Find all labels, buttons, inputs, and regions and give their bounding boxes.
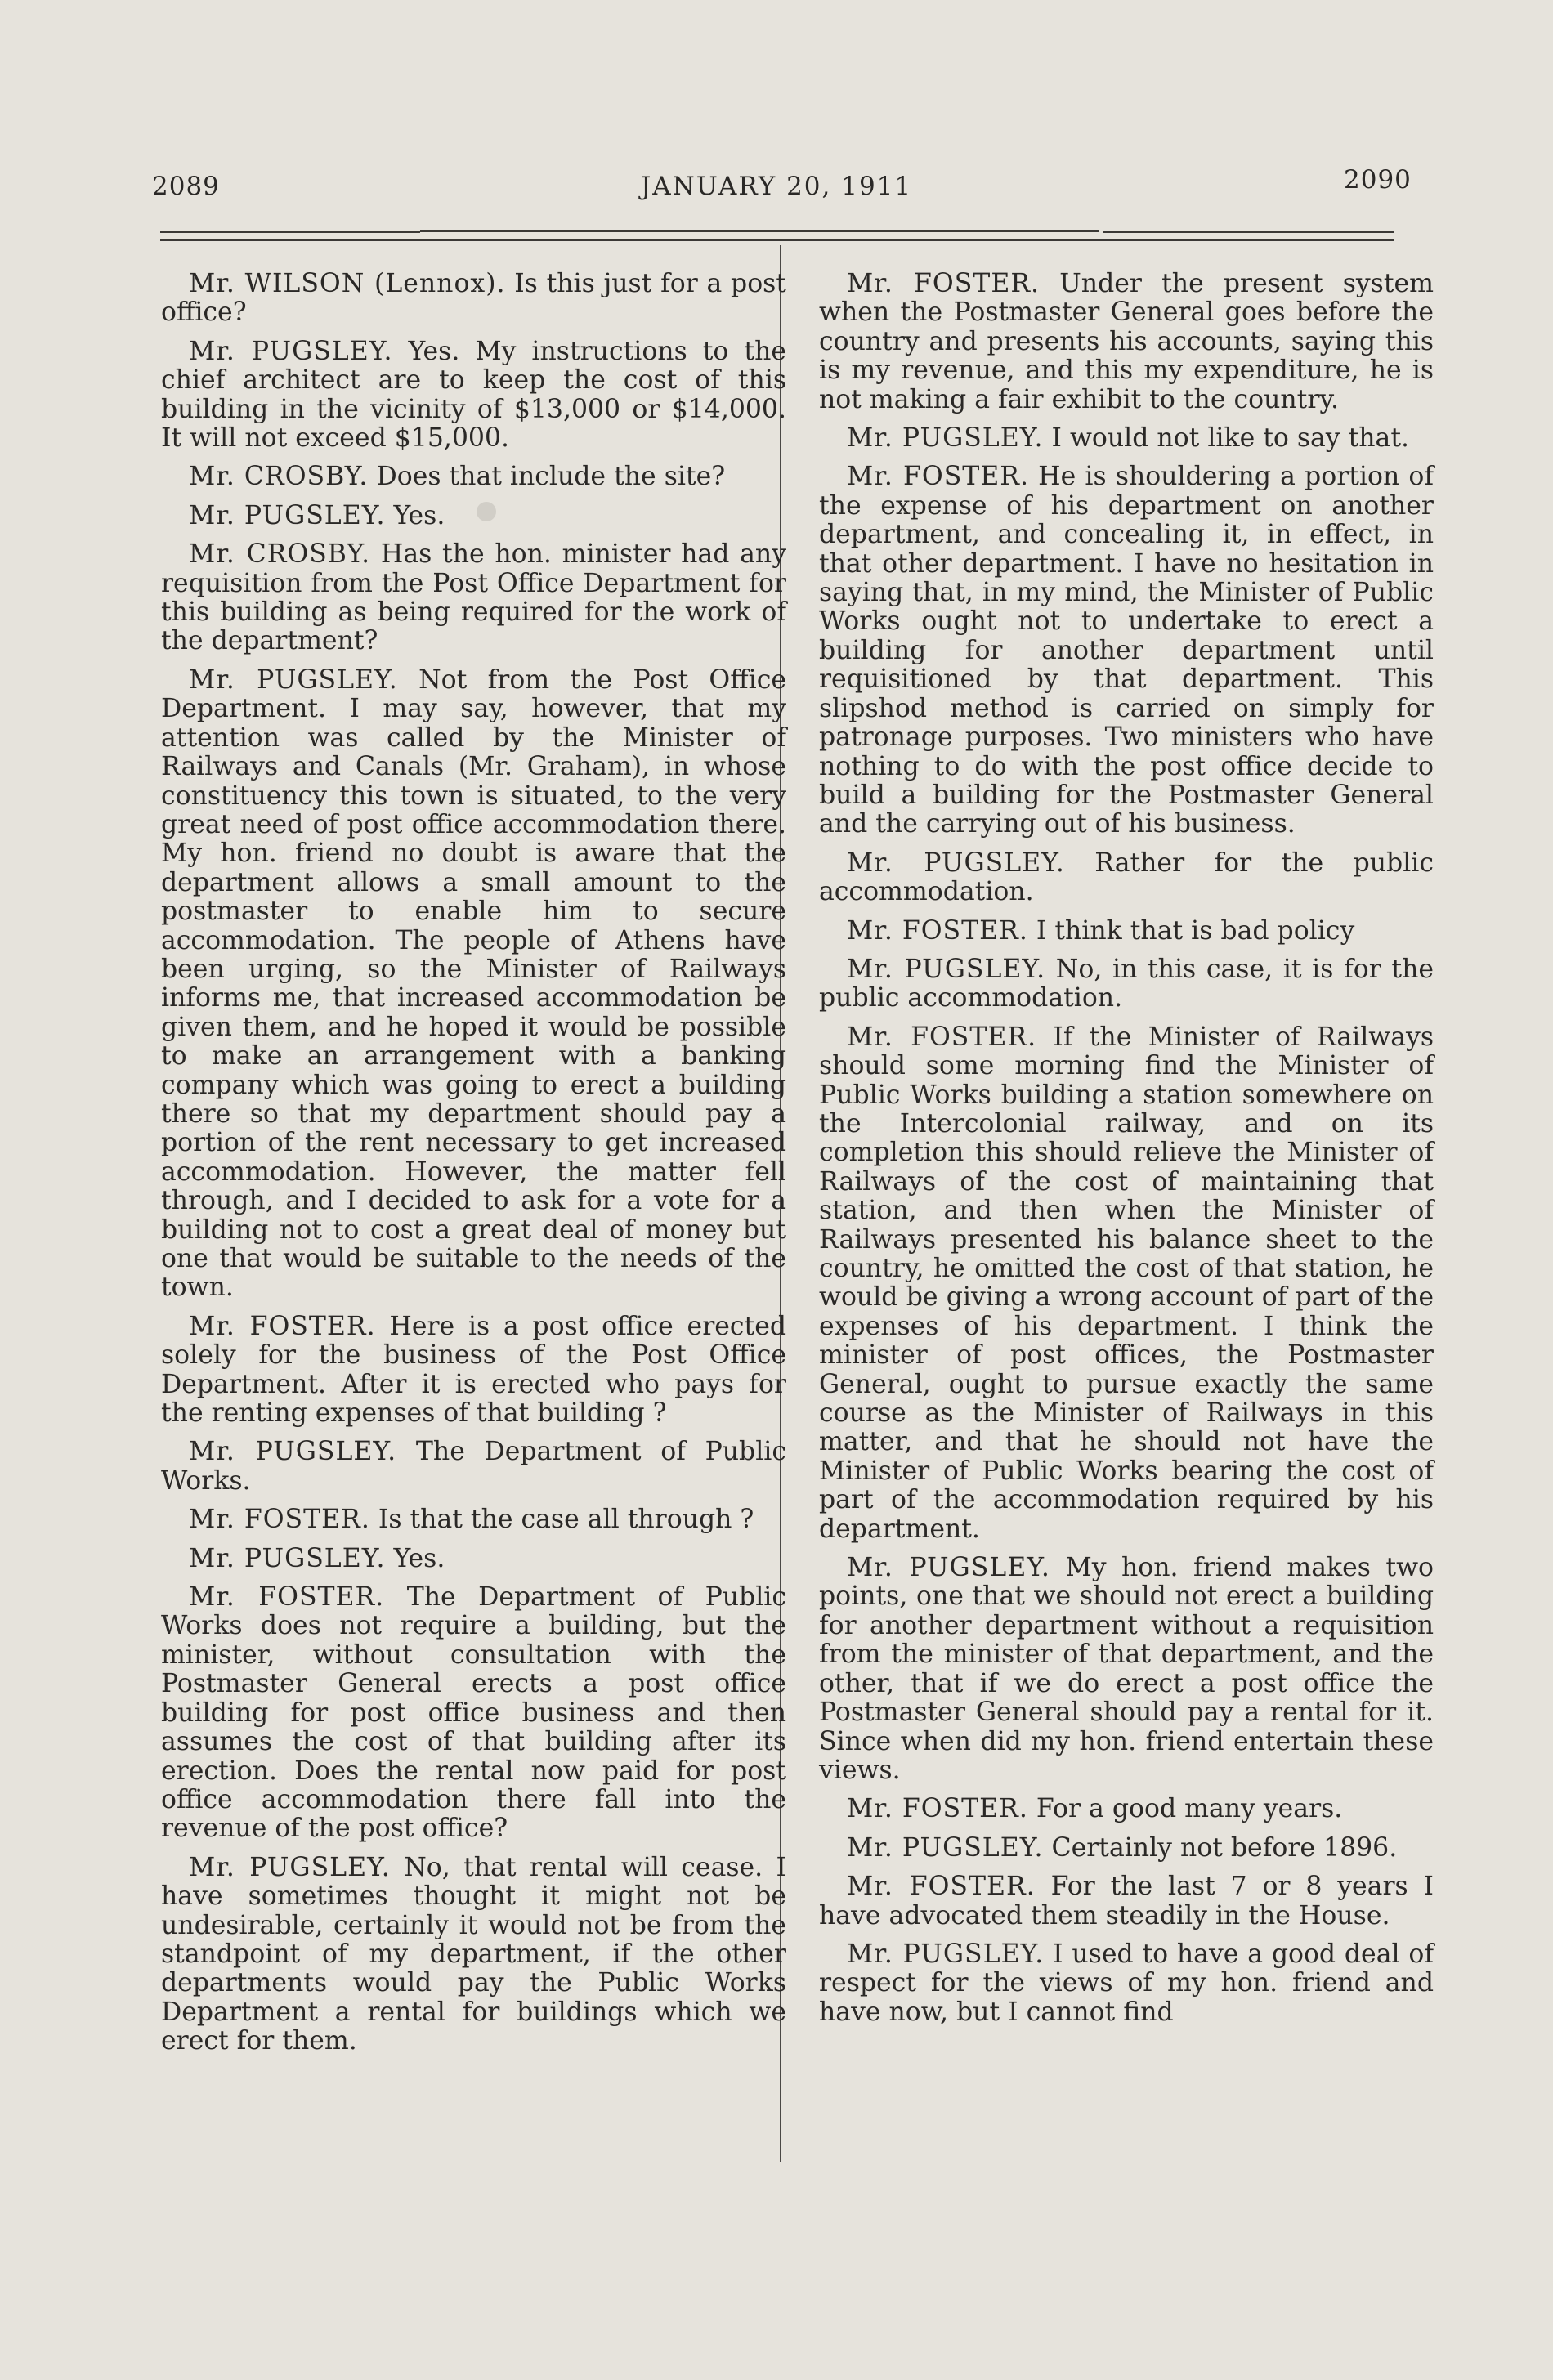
speaker-name: Mr. FOSTER. bbox=[847, 1794, 1028, 1824]
header-date: JANUARY 20, 1911 bbox=[640, 172, 913, 201]
speaker-name: Mr. CROSBY. bbox=[189, 462, 369, 492]
paragraph bbox=[161, 1505, 786, 1534]
paragraph bbox=[161, 1545, 786, 1573]
speech-text: I would not like to say that. bbox=[1051, 423, 1410, 454]
speaker-name: Mr. CROSBY. bbox=[189, 539, 371, 570]
speaker-name: Mr. PUGSLEY. bbox=[847, 423, 1044, 454]
speaker-name: Mr. PUGSLEY. bbox=[189, 1852, 391, 1882]
speaker-name: Mr. PUGSLEY. bbox=[847, 1939, 1045, 1969]
paragraph bbox=[161, 540, 786, 656]
paragraph bbox=[819, 424, 1434, 453]
header-rule-lower bbox=[160, 239, 1394, 241]
header-rule-left bbox=[160, 231, 420, 233]
speaker-name: Mr. PUGSLEY. bbox=[189, 500, 386, 530]
right-column bbox=[819, 270, 1434, 2037]
paragraph bbox=[819, 849, 1434, 907]
speech-text: For a good many years. bbox=[1036, 1794, 1343, 1824]
paragraph bbox=[161, 338, 786, 454]
speaker-name: Mr. FOSTER. bbox=[189, 1505, 370, 1535]
paragraph bbox=[819, 1795, 1434, 1823]
header-rule-center bbox=[420, 230, 1099, 232]
header-rule-right bbox=[1103, 231, 1394, 233]
speaker-name: Mr. PUGSLEY. bbox=[189, 1437, 397, 1467]
paragraph bbox=[161, 1583, 786, 1844]
paragraph bbox=[819, 463, 1434, 839]
speaker-name: Mr. FOSTER. bbox=[847, 269, 1041, 298]
speech-text: I think that is bad policy bbox=[1036, 915, 1355, 946]
speaker-name: Mr. PUGSLEY. bbox=[847, 1832, 1044, 1863]
speech-text: The Department of Public Works. bbox=[161, 1437, 787, 1496]
speech-text: Is that the case all through ? bbox=[378, 1505, 754, 1535]
speaker-name: Mr. PUGSLEY. bbox=[189, 1543, 386, 1573]
speech-text: Yes. bbox=[393, 500, 445, 530]
paragraph bbox=[819, 1554, 1434, 1785]
paragraph bbox=[819, 917, 1434, 946]
speech-text: Is this just for a post office? bbox=[161, 269, 786, 328]
speaker-name: Mr. PUGSLEY. bbox=[847, 954, 1046, 984]
paragraph bbox=[161, 1438, 786, 1496]
paragraph bbox=[161, 666, 786, 1303]
speech-text: No, that rental will cease. I have sometimes thought it might not be undesirable, certainly it would not be from the standpoint of my department, if the other departments would pay the Public Works Department a rental for buildings which we erect for them. bbox=[161, 1852, 786, 2056]
speaker-name: Mr. FOSTER. bbox=[847, 1022, 1037, 1052]
page-header bbox=[0, 162, 1553, 203]
speaker-name: Mr. PUGSLEY. bbox=[847, 1553, 1050, 1583]
speech-text: Has the hon. minister had any requisition from the Post Office Department for this building as being required for the work of the department? bbox=[161, 539, 786, 656]
speech-text: He is shouldering a portion of the expense of his department on another department, and concealing it, in effect, in that other department. I have no hesitation in saying that, in my mind, the Minister of Public Works ought not to undertake to erect a building for another department until requisitioned by that department. This slipshod method is carried on simply for patronage purposes. Two ministers who have nothing to do with the post office decide to build a building for the Postmaster General and the carrying out of his business. bbox=[819, 462, 1434, 839]
speaker-name: Mr. PUGSLEY. bbox=[847, 848, 1065, 878]
speech-text: Rather for the public accommodation. bbox=[819, 848, 1434, 907]
speech-text: For the last 7 or 8 years I have advocated them steadily in the House. bbox=[819, 1872, 1434, 1930]
speech-text: Under the present system when the Postmaster General goes before the country and presents his accounts, saying this is my revenue, and this my expenditure, he is not making a fair exhibit to the country. bbox=[819, 269, 1434, 414]
page-number-left: 2089 bbox=[152, 172, 220, 201]
paragraph bbox=[161, 1854, 786, 2056]
paragraph bbox=[819, 270, 1434, 414]
paragraph bbox=[161, 1313, 786, 1429]
paragraph bbox=[819, 1872, 1434, 1930]
speech-text: Does that include the site? bbox=[376, 462, 726, 492]
speech-text: Not from the Post Office Department. I may say, however, that my attention was called by the Minister of Railways and Canals (Mr. Graham), in whose constituency this town is situated, to the very great need of post office accommodation there. My hon. friend no doubt is aware that the department allows a small amount to the postmaster to enable him to secure accommodation. The people of Athens have been urging, so the Minister of Railways informs me, that increased accommodation be given them, and he hoped it would be possible to make an arrangement with a banking company which was going to erect a building there so that my department should pay a portion of the rent necessary to get increased accommodation. However, the matter fell through, and I decided to ask for a vote for a building not to cost a great deal of money but one that would be suitable to the needs of the town. bbox=[161, 664, 786, 1303]
speaker-name: Mr. FOSTER. bbox=[847, 1872, 1036, 1902]
paragraph bbox=[161, 463, 786, 491]
paragraph bbox=[161, 502, 786, 530]
speech-text: The Department of Public Works does not require a building, but the minister, without consultation with the Postmaster General erects a post office building for post office business and then assumes the cost of that building after its erection. Does the rental now paid for post office accommodation there fall into the revenue of the post office? bbox=[161, 1582, 787, 1844]
speech-text: Here is a post office erected solely for the business of the Post Office Department. After it is erected who pays for the renting expenses of that building ? bbox=[161, 1311, 787, 1429]
speaker-name: Mr. FOSTER. bbox=[189, 1311, 376, 1341]
speech-text: Yes. My instructions to the chief architect are to keep the cost of this building in the vicinity of $13,000 or $14,000. It will not exceed $15,000. bbox=[161, 336, 786, 454]
paragraph bbox=[819, 1023, 1434, 1544]
speech-text: My hon. friend makes two points, one that we should not erect a building for another department without a requisition from the minister of that department, and the other, that if we do erect a post office the Postmaster General should pay a rental for it. Since when did my hon. friend entertain these views. bbox=[819, 1553, 1434, 1785]
speech-text: If the Minister of Railways should some morning find the Minister of Public Works building a station somewhere on the Intercolonial railway, and on its completion this should relieve the Minister of Railways of the cost of maintaining that station, and then when the Minister of Railways presented his balance sheet to the country, he omitted the cost of that station, he would be giving a wrong account of part of the expenses of his department. I think the minister of post offices, the Postmaster General, ought to pursue exactly the same course as the Minister of Railways in this matter, and that he should not have the Minister of Public Works bearing the cost of part of the accommodation required by his department. bbox=[819, 1022, 1434, 1544]
paragraph bbox=[819, 1940, 1434, 2027]
paragraph bbox=[819, 1834, 1434, 1863]
speaker-name: Mr. FOSTER. bbox=[189, 1582, 385, 1613]
speaker-name: Mr. PUGSLEY. bbox=[189, 664, 398, 695]
speaker-name: Mr. PUGSLEY. bbox=[189, 336, 393, 366]
page-number-right: 2090 bbox=[1344, 165, 1412, 195]
paragraph bbox=[161, 270, 786, 328]
speaker-name: Mr. FOSTER. bbox=[847, 915, 1028, 946]
speech-text: Certainly not before 1896. bbox=[1051, 1832, 1398, 1863]
left-column bbox=[161, 270, 786, 2066]
speech-text: Yes. bbox=[393, 1543, 445, 1573]
speaker-name: Mr. WILSON (Lennox). bbox=[189, 269, 506, 298]
speaker-name: Mr. FOSTER. bbox=[847, 462, 1030, 492]
speech-text: No, in this case, it is for the public accommodation. bbox=[819, 954, 1434, 1013]
speech-text: I used to have a good deal of respect for the views of my hon. friend and have now, but I cannot find bbox=[819, 1939, 1434, 2027]
paragraph bbox=[819, 955, 1434, 1013]
